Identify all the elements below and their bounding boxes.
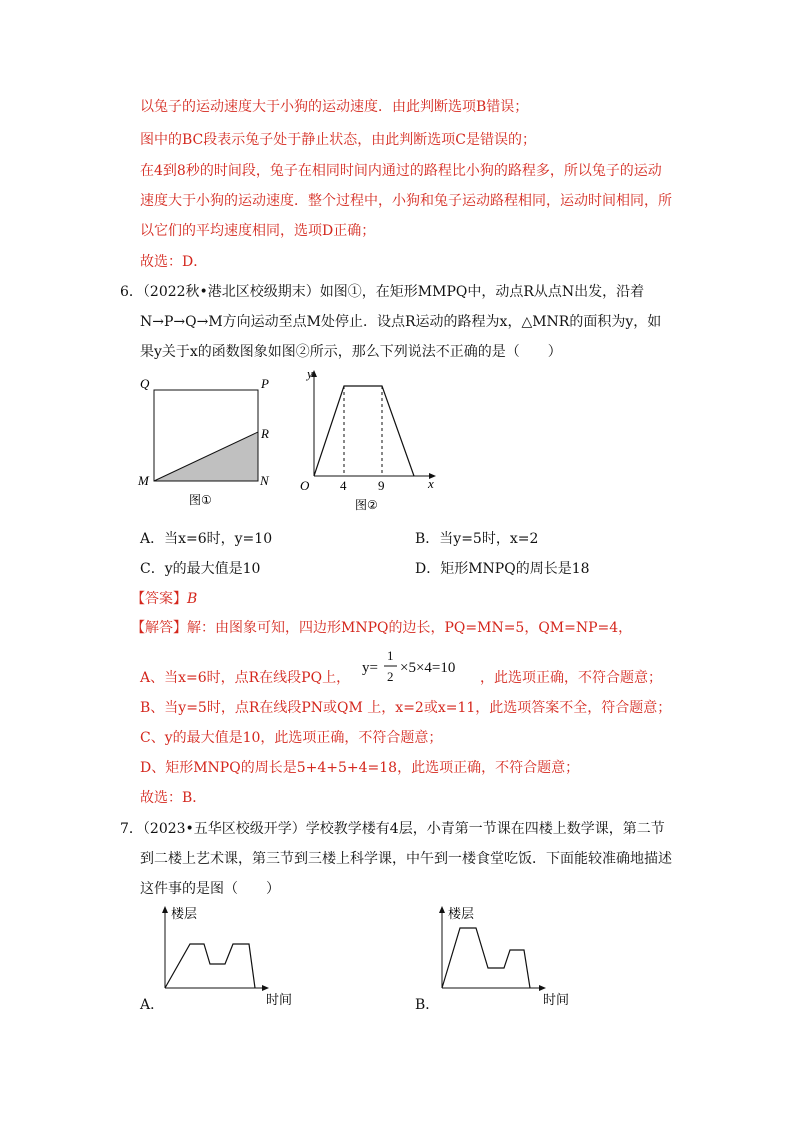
q7-graph-b[interactable] (432, 900, 582, 1010)
solution-conclusion: 故选：D． (140, 254, 208, 270)
svg-text:1: 1 (387, 648, 394, 663)
triangle-mnr-shaded (154, 432, 258, 481)
label-p: P (261, 376, 269, 391)
q6-line-a-post: ，此选项正确，不符合题意； (480, 670, 662, 686)
q6-option-c[interactable]: C．y的最大值是10 (140, 561, 261, 577)
q6-option-b[interactable]: B．当y=5时，x=2 (415, 531, 539, 547)
label-m: M (138, 473, 149, 488)
explain-label: 【解答】 (131, 620, 187, 636)
q7-option-a[interactable]: A． (140, 997, 165, 1013)
q7-stem-line-2: 到二楼上艺术课，第三节到三楼上科学课，中午到一楼食堂吃饭．下面能较准确地描述 (140, 851, 672, 867)
q7-stem-line-1: 7．（2023•五华区校级开学）学校教学楼有4层，小青第一节课在四楼上数学课，第二节 (120, 821, 665, 837)
svg-text:2: 2 (387, 669, 394, 684)
q7-graph-a[interactable] (155, 900, 305, 1010)
function-graph (314, 386, 414, 476)
label-q: Q (140, 376, 150, 391)
floor-graph-b (442, 928, 530, 988)
label-r: R (261, 426, 269, 441)
q6-stem-line-3: 果y关于x的函数图象如图②所示，那么下列说法不正确的是（ ） (140, 344, 562, 360)
q6-figure-2 (296, 364, 446, 514)
axis-label-x: x (428, 476, 434, 491)
q6-line-a-pre: A、当x=6时，点R在线段PQ上， (140, 670, 351, 686)
y-axis-arrow (162, 906, 168, 913)
q6-stem-line-1: 6．（2022秋•港北区校级期末）如图①，在矩形MMPQ中，动点R从点N出发，沿着 (120, 284, 645, 300)
answer-value: B (187, 591, 198, 607)
solution-line-3: 在4到8秒的时间段，兔子在相同时间内通过的路程比小狗的路程多，所以兔子的运动 (140, 163, 662, 179)
origin-label: O (300, 478, 310, 493)
q6-answer (131, 590, 197, 608)
solution-line-5: 以它们的平均速度相同，选项D正确； (140, 223, 376, 239)
solution-line-4: 速度大于小狗的运动速度．整个过程中，小狗和兔子运动路程相同，运动时间相同，所 (140, 193, 672, 209)
x-axis-arrow (539, 985, 546, 991)
y-label-floor: 楼层 (448, 907, 475, 922)
q6-option-a[interactable]: A．当x=6时，y=10 (140, 531, 273, 547)
q6-line-c: C、y的最大值是10，此选项正确，不符合题意； (140, 730, 443, 746)
explain-text: 解：由图象可知，四边形MNPQ的边长，PQ=MN=5，QM=NP=4， (187, 620, 633, 636)
q7-stem-line-3: 这件事的是图（ ） (140, 881, 280, 897)
q6-line-b: B、当y=5时，点R在线段PN或QM 上，x=2或x=11，此选项答案不全，符合题意； (140, 700, 672, 716)
answer-label: 【答案】 (131, 591, 187, 607)
axis-label-y: y (307, 366, 313, 381)
formula-image: y=1/2×5×4=10 (360, 645, 367, 646)
tick-label-9: 9 (378, 478, 385, 493)
x-label-time: 时间 (543, 993, 570, 1008)
area-formula (360, 645, 480, 691)
q6-stem-line-2: N→P→Q→M方向运动至点M处停止．设点R运动的路程为x，△MNR的面积为y，如 (140, 314, 662, 330)
x-axis-arrow (262, 985, 269, 991)
y-label-floor: 楼层 (171, 907, 198, 922)
q7-option-b[interactable]: B． (415, 997, 440, 1013)
y-axis-arrow (439, 906, 445, 913)
svg-text:×5×4=10: ×5×4=10 (400, 660, 456, 676)
q6-conclusion: 故选：B． (140, 790, 207, 806)
q6-line-d: D、矩形MNPQ的周长是5+4+5+4=18，此选项正确，不符合题意； (140, 760, 580, 776)
solution-line-2: 图中的BC段表示兔子处于静止状态，由此判断选项C是错误的； (140, 132, 536, 148)
label-n: N (260, 473, 269, 488)
floor-graph-a (165, 944, 255, 988)
figure-2-caption: 图② (355, 498, 378, 512)
q6-option-d[interactable]: D．矩形MNPQ的周长是18 (415, 561, 590, 577)
svg-text:y=: y= (362, 660, 378, 676)
figure-1-caption: 图① (189, 493, 212, 507)
x-label-time: 时间 (266, 993, 293, 1008)
solution-line-1: 以兔子的运动速度大于小狗的运动速度．由此判断选项B错误； (140, 99, 529, 115)
tick-label-4: 4 (340, 478, 347, 493)
q6-explanation (131, 619, 632, 637)
q6-figure-1 (136, 370, 286, 510)
